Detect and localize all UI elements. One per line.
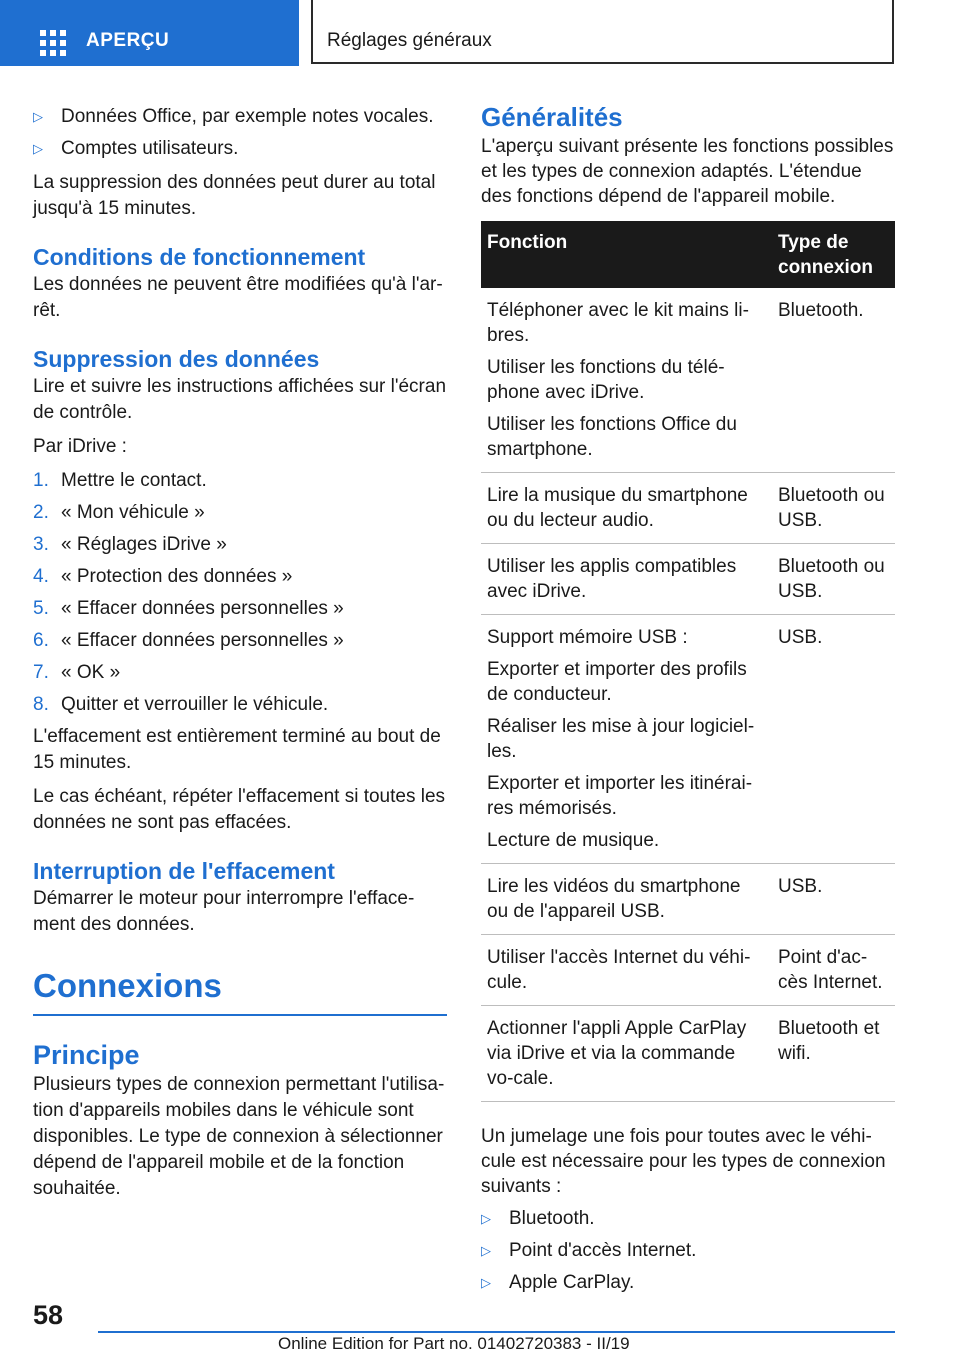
cell-function	[481, 1006, 772, 1102]
list-item: ▷ Comptes utilisateurs.	[33, 136, 448, 162]
list-item: 1. Mettre le contact.	[33, 470, 207, 491]
heading-generalites: Généralités	[481, 102, 623, 132]
footer-divider	[98, 1331, 895, 1333]
cell-connection-type: Bluetooth.	[772, 288, 895, 473]
cell-text: Lire la musique du smartphone ou du lecteur audio.	[487, 485, 748, 531]
heading-interruption: Interruption de l'effacement	[33, 858, 335, 884]
cell-function	[481, 935, 772, 1006]
cell-connection-type: Bluetooth et wifi.	[772, 1006, 895, 1102]
paragraph: Le cas échéant, répéter l'effacement si toutes les données ne sont pas effacées.	[33, 786, 446, 833]
paragraph: La suppression des données peut durer au total jusqu'à 15 minutes.	[33, 172, 436, 219]
steps-list	[33, 468, 448, 718]
overview-tab[interactable]	[0, 0, 299, 66]
table-row	[481, 615, 895, 864]
cell-text: Lecture de musique.	[487, 830, 660, 851]
cell-connection-type: Bluetooth ou USB.	[772, 473, 895, 544]
paragraph: Démarrer le moteur pour interrompre l'efface‐ment des données.	[33, 888, 415, 935]
paragraph: L'aperçu suivant présente les fonctions possibles et les types de connexion adaptés. L'étendue des fonctions dépend de l'appareil mobile.	[481, 136, 894, 207]
triangle-bullet-icon: ▷	[481, 1275, 491, 1290]
list-item: ▷ Apple CarPlay.	[481, 1270, 895, 1296]
triangle-bullet-icon: ▷	[33, 141, 43, 156]
cell-text: Utiliser les fonctions Office du smartphone.	[487, 414, 737, 460]
table-row	[481, 288, 895, 473]
section-tab-label: Réglages généraux	[327, 30, 492, 51]
cell-text: Utiliser les applis compatibles avec iDrive.	[487, 556, 737, 602]
triangle-bullet-icon: ▷	[481, 1211, 491, 1226]
list-item: 3. « Réglages iDrive »	[33, 534, 227, 555]
paragraph: Plusieurs types de connexion permettant l'utilisa‐tion d'appareils mobiles dans le véhicule sont disponibles. Le type de connexion à sélectionner dépend de l'appareil mobile et de la fonction souhaitée.	[33, 1074, 445, 1199]
paragraph: Par iDrive :	[33, 436, 127, 457]
table-row	[481, 1006, 895, 1102]
list-item: 4. « Protection des données »	[33, 566, 293, 587]
column-header-function: Fonction	[481, 221, 772, 288]
grid-icon	[40, 30, 66, 52]
cell-function	[481, 544, 772, 615]
paragraph: Lire et suivre les instructions affichées sur l'écran de contrôle.	[33, 376, 447, 423]
paragraph: Les données ne peuvent être modifiées qu'à l'ar‐rêt.	[33, 274, 443, 321]
cell-text: Téléphoner avec le kit mains li‐bres.	[487, 300, 749, 346]
cell-text: Utiliser les fonctions du télé‐phone avec iDrive.	[487, 357, 725, 403]
heading-connexions: Connexions	[33, 967, 222, 1004]
heading-conditions: Conditions de fonctionnement	[33, 244, 366, 270]
list-item: 7. « OK »	[33, 662, 121, 683]
cell-text: Utiliser l'accès Internet du véhi‐cule.	[487, 947, 751, 993]
top-navigation	[0, 0, 960, 66]
right-column	[481, 100, 895, 1296]
list-item: 2. « Mon véhicule »	[33, 502, 205, 523]
footer-edition: Online Edition for Part no. 01402720383 - II/19	[278, 1334, 630, 1353]
page-number: 58	[33, 1300, 64, 1330]
table-row	[481, 864, 895, 935]
paragraph: Un jumelage une fois pour toutes avec le véhi‐cule est nécessaire pour les types de connexion suivants :	[481, 1126, 886, 1197]
list-item: ▷ Données Office, par exemple notes vocales.	[33, 104, 448, 130]
table-row	[481, 544, 895, 615]
section-tab[interactable]	[311, 0, 894, 64]
overview-tab-label: APERÇU	[86, 30, 170, 51]
list-item: 5. « Effacer données personnelles »	[33, 598, 344, 619]
cell-text: Exporter et importer des profils de conducteur.	[487, 659, 747, 705]
cell-connection-type: USB.	[772, 615, 895, 864]
list-item: ▷ Bluetooth.	[481, 1206, 895, 1232]
cell-text: Exporter et importer les itinérai‐res mémorisés.	[487, 773, 753, 819]
heading-suppression: Suppression des données	[33, 346, 320, 372]
table-header-row	[481, 221, 895, 288]
cell-connection-type: USB.	[772, 864, 895, 935]
triangle-bullet-icon: ▷	[33, 109, 43, 124]
left-column	[33, 100, 448, 1202]
cell-connection-type: Point d'ac‐cès Internet.	[772, 935, 895, 1006]
section-divider	[33, 1014, 447, 1016]
cell-function	[481, 288, 772, 473]
cell-connection-type: Bluetooth ou USB.	[772, 544, 895, 615]
connection-table	[481, 221, 895, 1102]
list-item: ▷ Point d'accès Internet.	[481, 1238, 895, 1264]
cell-function	[481, 473, 772, 544]
cell-function	[481, 864, 772, 935]
cell-text: Lire les vidéos du smartphone ou de l'appareil USB.	[487, 876, 741, 922]
table-row	[481, 473, 895, 544]
list-item: 6. « Effacer données personnelles »	[33, 630, 344, 651]
triangle-bullet-icon: ▷	[481, 1243, 491, 1258]
cell-text: Réaliser les mise à jour logiciel‐les.	[487, 716, 755, 762]
cell-function	[481, 615, 772, 864]
heading-principe: Principe	[33, 1040, 140, 1070]
cell-text: Support mémoire USB :	[487, 627, 688, 648]
table-row	[481, 935, 895, 1006]
cell-text: Actionner l'appli Apple CarPlay via iDrive et via la commande vo‐cale.	[487, 1018, 747, 1089]
paragraph: L'effacement est entièrement terminé au bout de 15 minutes.	[33, 726, 441, 773]
list-item: 8. Quitter et verrouiller le véhicule.	[33, 694, 329, 715]
column-header-connection-type: Type de connexion	[772, 221, 895, 288]
